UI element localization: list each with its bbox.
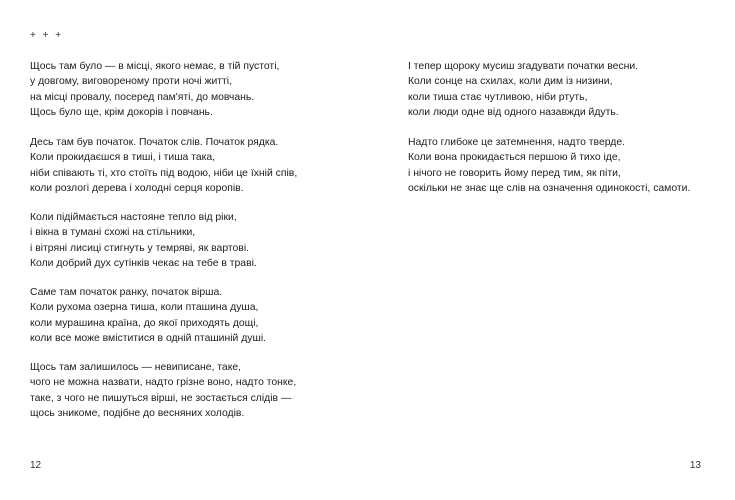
poem-line: Коли вона прокидається першою й тихо іде, bbox=[408, 152, 621, 164]
poem-line: Щось там залишилось — невиписане, таке, bbox=[30, 362, 242, 373]
poem-line: коли мурашина країна, до якої приходять дощі, bbox=[30, 317, 259, 329]
stanza-5 bbox=[30, 360, 296, 422]
poem-line: Коли підіймається настояне тепло від ріки, bbox=[30, 212, 237, 223]
section-marker: + + + bbox=[30, 30, 64, 41]
poem-line: коли все може вміститися в одній пташиній душі. bbox=[30, 333, 267, 345]
poem-line: чого не можна назвати, надто грізне воно, надто тонке, bbox=[30, 377, 297, 389]
poem-line: Щось там було — в місці, якого немає, в тій пустоті, bbox=[30, 61, 280, 72]
stanza-2 bbox=[30, 135, 297, 197]
poem-line: коли розлогі дерева і холодні серця коропів. bbox=[30, 183, 244, 195]
poem-line: і нічого не говорить йому перед тим, як піти, bbox=[408, 167, 621, 179]
poem-line: Коли прокидаєшся в тиші, і тиша така, bbox=[30, 152, 216, 164]
poem-line: у довгому, виговореному проти ночі житті, bbox=[30, 76, 233, 88]
poem-line: Щось було ще, крім докорів і повчань. bbox=[30, 107, 213, 119]
poem-line: І тепер щороку мусиш згадувати початки весни. bbox=[408, 61, 639, 72]
poem-line: коли тиша стає чутливою, ніби ртуть, bbox=[408, 91, 588, 103]
poem-line: коли люди одне від одного назавжди йдуть. bbox=[408, 107, 619, 119]
poem-line: Коли добрий дух сутінків чекає на тебе в траві. bbox=[30, 258, 257, 270]
poem-line: Коли сонце на схилах, коли дим із низини, bbox=[408, 76, 613, 88]
page-number-left: 12 bbox=[30, 460, 42, 471]
right-page bbox=[367, 0, 735, 500]
poem-line: оскільки не знає ще слів на означення одинокості, самоти. bbox=[408, 183, 691, 195]
page-number-right: 13 bbox=[689, 460, 701, 471]
poem-line: на місці провалу, посеред пам'яті, до мовчань. bbox=[30, 91, 255, 103]
poem-line: і вітряні лисиці стигнуть у темряві, як вартові. bbox=[30, 242, 250, 254]
left-page bbox=[0, 0, 367, 500]
poem-line: таке, з чого не пишуться вірші, не зостається слідів — bbox=[30, 392, 292, 404]
poem-line: Десь там був початок. Початок слів. Початок рядка. bbox=[30, 137, 279, 148]
poem-line: ніби співають ті, хто стоїть під водою, ніби це їхній спів, bbox=[30, 167, 298, 179]
poem-line: і вікна в тумані схожі на стільники, bbox=[30, 227, 196, 239]
stanza-7 bbox=[408, 135, 690, 197]
stanza-3 bbox=[30, 210, 257, 272]
stanza-1 bbox=[30, 59, 279, 121]
poem-line: Саме там початок ранку, початок вірша. bbox=[30, 287, 223, 298]
stanza-4 bbox=[30, 285, 266, 347]
poem-line: Коли рухома озерна тиша, коли пташина душа, bbox=[30, 302, 259, 314]
stanza-6 bbox=[408, 59, 638, 121]
poem-line: Надто глибоке це затемнення, надто тверде. bbox=[408, 137, 626, 148]
poem-line: щось зникоме, подібне до весняних холодів. bbox=[30, 408, 245, 420]
